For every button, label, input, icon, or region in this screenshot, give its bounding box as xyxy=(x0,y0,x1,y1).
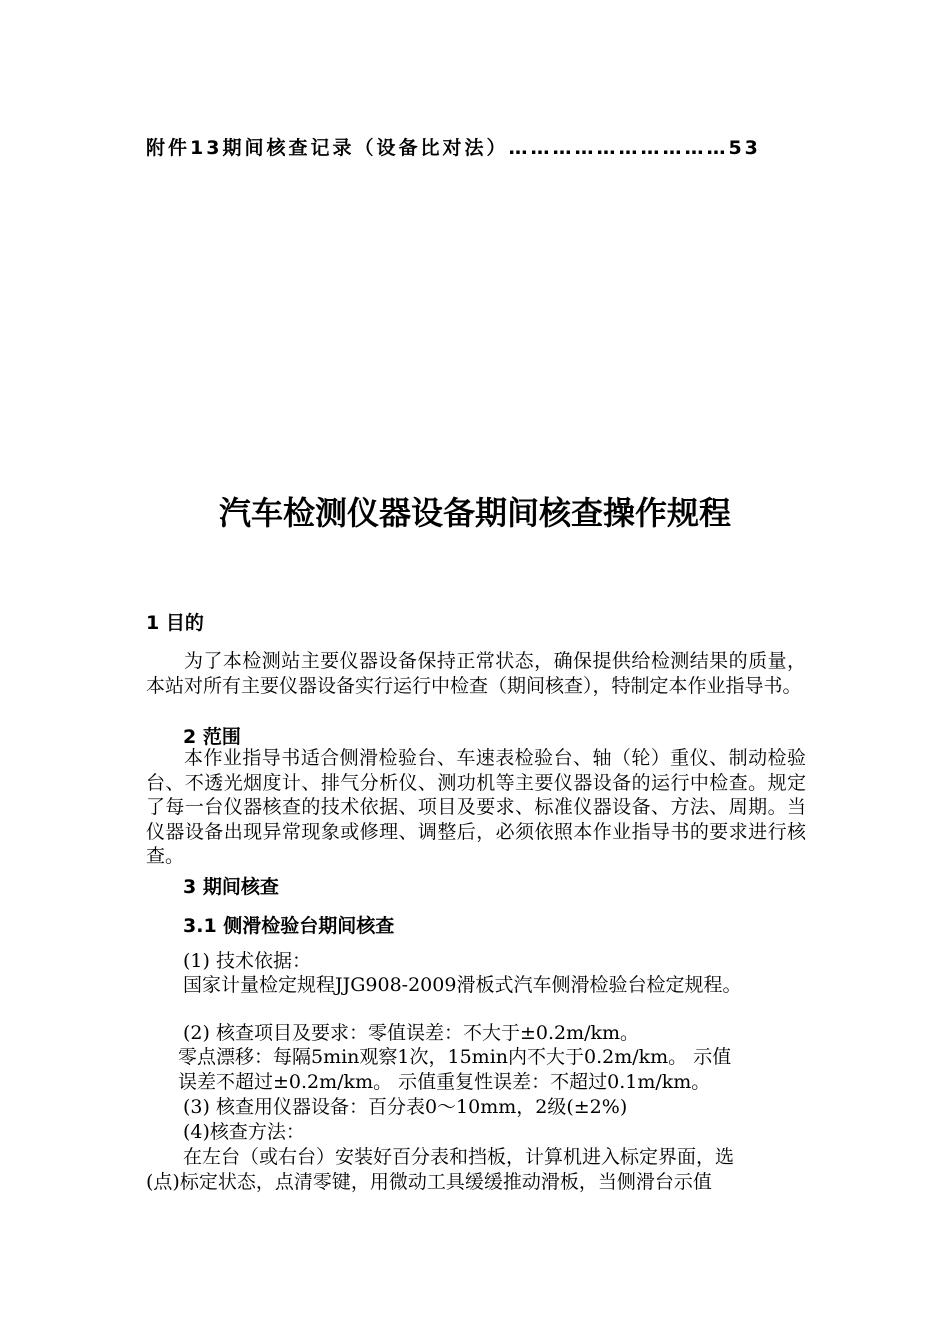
requirements-line-3: 误差不超过±0.2m/km。 示值重复性误差：不超过0.1m/km。 xyxy=(178,1071,711,1093)
basis-label: (1) 技术依据： xyxy=(183,950,311,972)
method-label: (4)核查方法： xyxy=(183,1121,305,1143)
section-3-heading: 3 期间核查 xyxy=(183,876,279,898)
section-1-heading: 1 目的 xyxy=(146,612,204,634)
section-3-1-heading: 3.1 侧滑检验台期间核查 xyxy=(183,915,395,937)
document-title: 汽车检测仪器设备期间核查操作规程 xyxy=(218,494,731,532)
section-2-paragraph: 本作业指导书适合侧滑检验台、车速表检验台、轴（轮）重仪、制动检验台、不透光烟度计、排气分析仪、测功机等主要仪器设备的运行中检查。规定了每一台仪器核查的技术依据、项目及要求、标准仪器设备、方法、周期。当仪器设备出现异常现象或修理、调整后，必须依照本作业指导书的要求进行核查。 xyxy=(146,747,806,867)
basis-text: 国家计量检定规程JJG908-2009滑板式汽车侧滑检验台检定规程。 xyxy=(183,974,742,996)
equipment-line: (3) 核查用仪器设备：百分表0～10mm，2级(±2%) xyxy=(183,1096,628,1118)
toc-entry: 附件13期间核查记录（设备比对法）…………………………53 xyxy=(146,137,761,159)
section-1-paragraph: 为了本检测站主要仪器设备保持正常状态，确保提供给检测结果的质量，本站对所有主要仪器设备实行运行中检查（期间核查），特制定本作业指导书。 xyxy=(146,650,806,697)
method-line-1: 在左台（或右台）安装好百分表和挡板，计算机进入标定界面，选 xyxy=(183,1146,735,1168)
requirements-label: (2) 核查项目及要求：零值误差：不大于±0.2m/km。 xyxy=(183,1022,640,1044)
section-2-heading: 2 范围 xyxy=(183,726,241,748)
method-line-2: (点)标定状态，点清零键，用微动工具缓缓推动滑板，当侧滑台示值 xyxy=(146,1171,712,1193)
requirements-line-2: 零点漂移：每隔5min观察1次，15min内不大于0.2m/km。 示值 xyxy=(178,1046,732,1068)
